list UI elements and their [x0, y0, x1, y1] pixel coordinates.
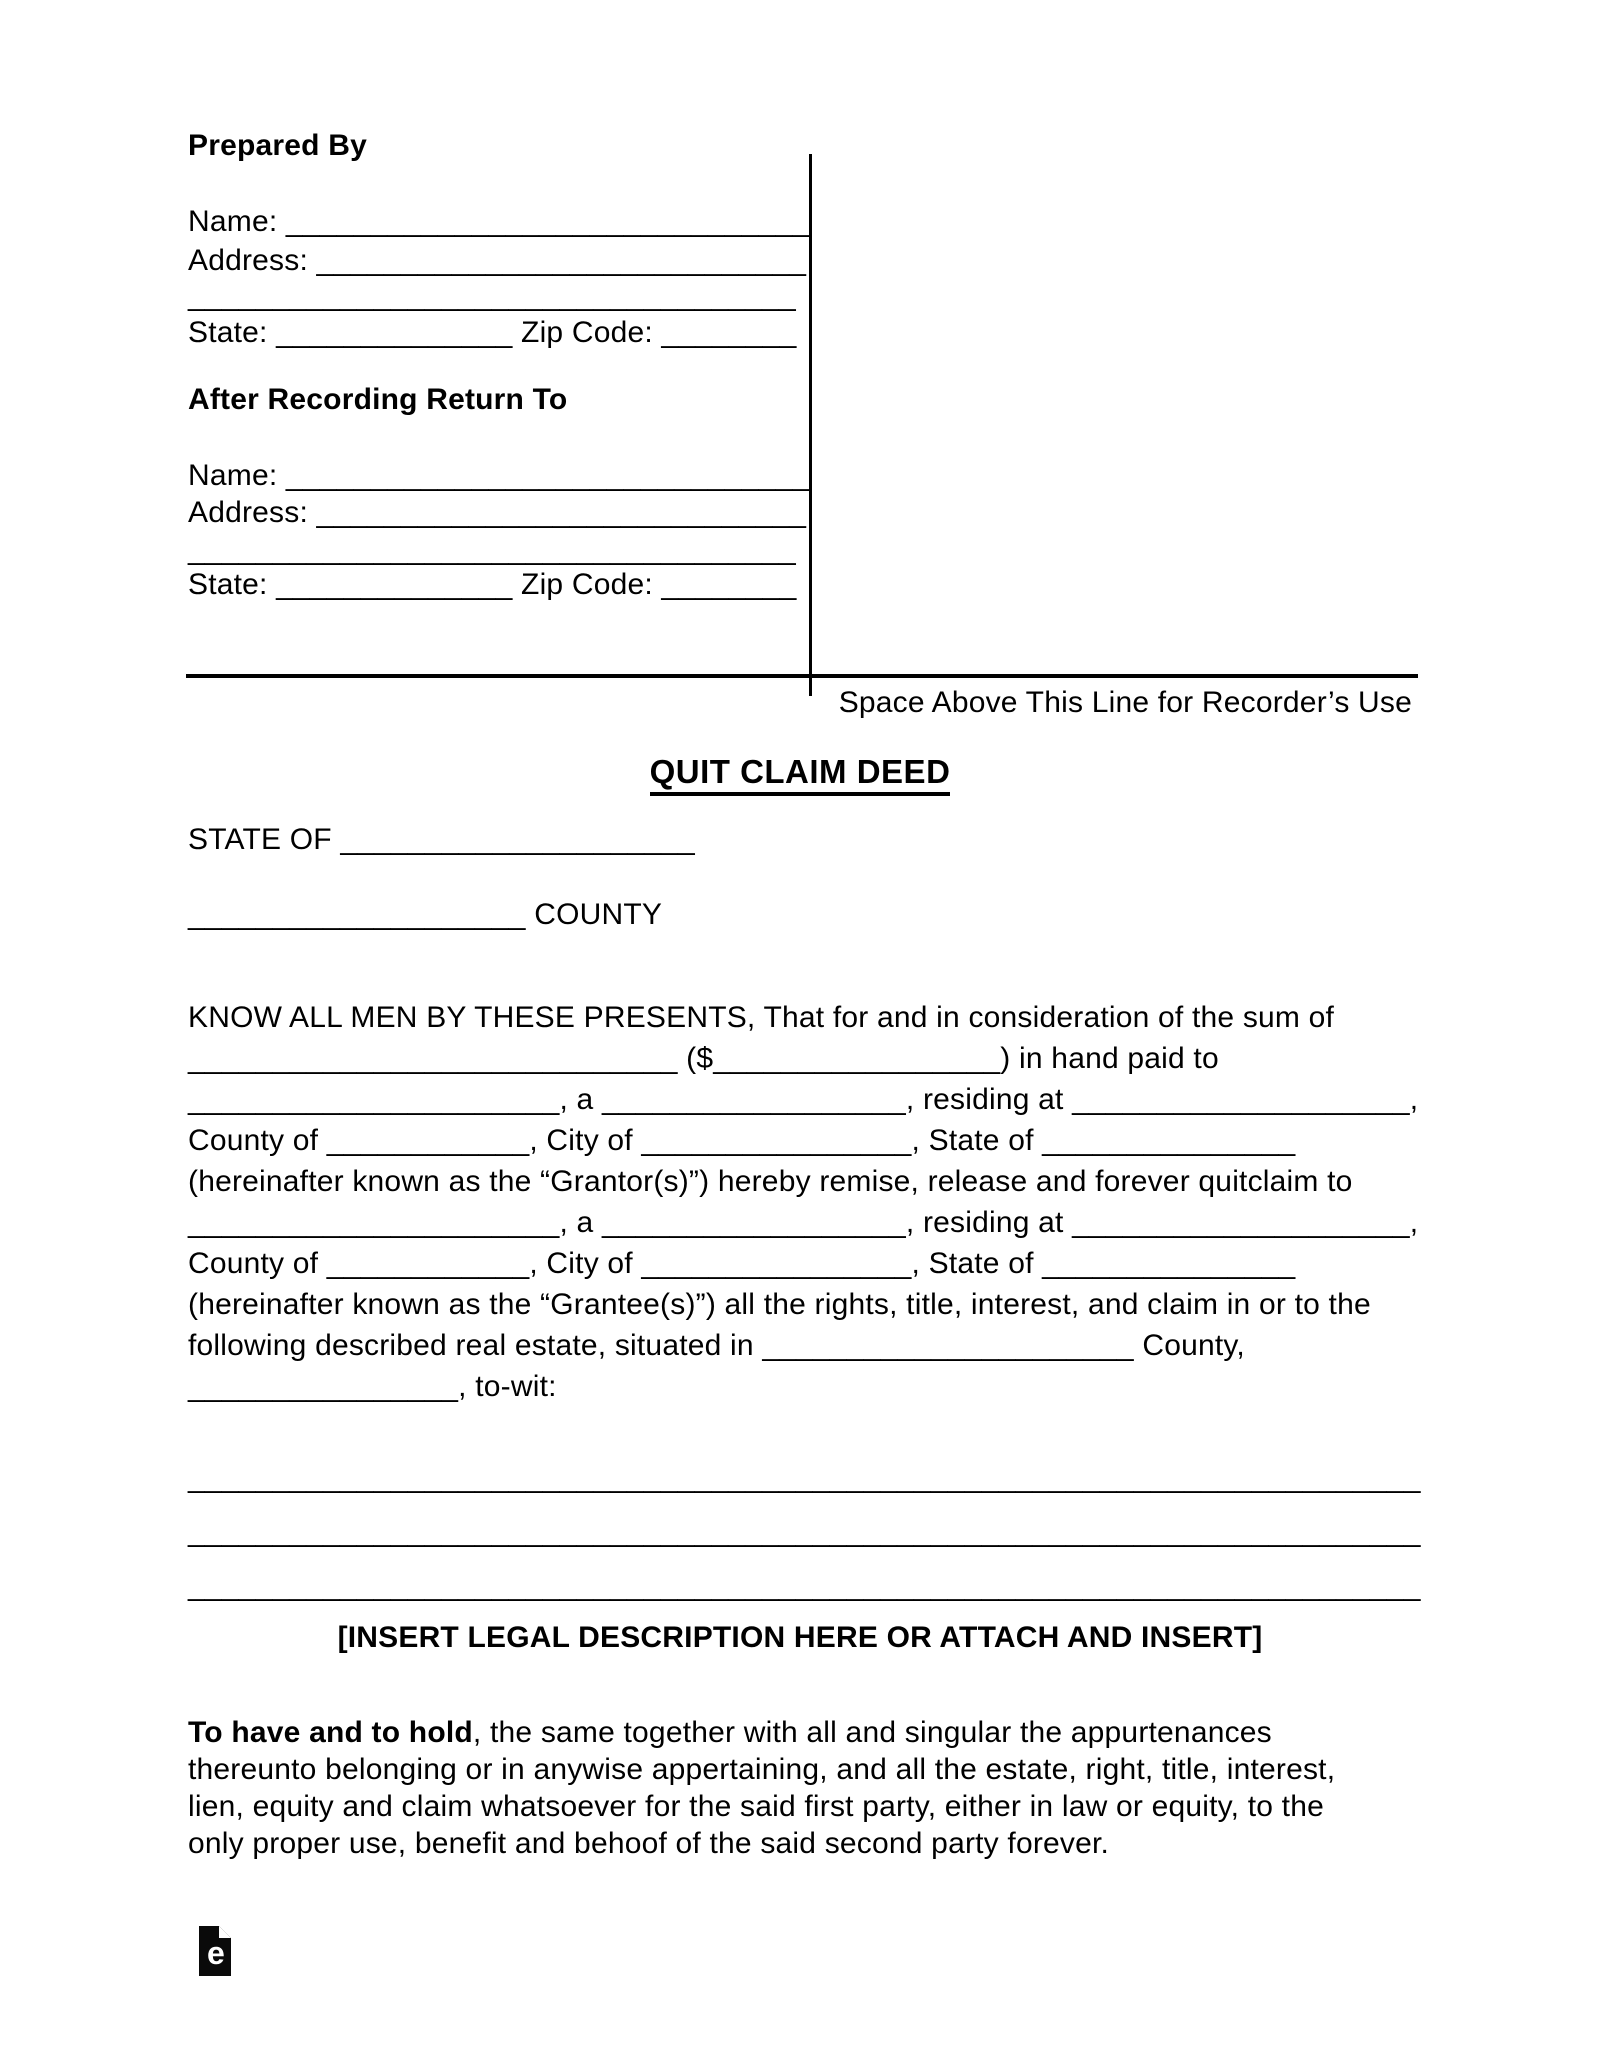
document-title-text: QUIT CLAIM DEED [650, 753, 951, 796]
legal-description-insert-note: [INSERT LEGAL DESCRIPTION HERE OR ATTACH AND INSERT] [337, 1621, 1263, 1654]
body-line: KNOW ALL MEN BY THESE PRESENTS, That for and in consideration of the sum of [188, 1001, 1335, 1034]
legal-description-blank-line: _________________________________________________________________________ [188, 1515, 1421, 1548]
return-to-name-line: Name: _______________________________ [188, 459, 810, 492]
prepared-by-heading: Prepared By [188, 129, 367, 162]
habendum-line [188, 1718, 1272, 1748]
legal-description-blank-line: _________________________________________________________________________ [188, 1461, 1421, 1494]
body-line: (hereinafter known as the “Grantor(s)”) hereby remise, release and forever quitclaim to [188, 1165, 1353, 1198]
legal-description-blank-line: _________________________________________________________________________ [188, 1569, 1421, 1602]
return-to-state-zip-line: State: ______________ Zip Code: ________ [188, 568, 797, 601]
state-of-line: STATE OF _____________________ [188, 823, 695, 856]
body-line: ______________________, a __________________, residing at ____________________, [188, 1206, 1419, 1239]
body-line: County of ____________, City of ________________, State of _______________ [188, 1124, 1296, 1157]
return-to-address-line-2: ____________________________________ [188, 533, 796, 566]
eforms-document-icon [198, 1925, 232, 1977]
return-to-heading: After Recording Return To [188, 383, 568, 416]
prepared-by-address-line-2: ____________________________________ [188, 279, 796, 312]
return-to-address-line: Address: _____________________________ [188, 496, 807, 529]
eforms-logo-letter: e [207, 1935, 225, 1971]
body-line: (hereinafter known as the “Grantee(s)”) all the rights, title, interest, and claim in or to the [188, 1288, 1371, 1321]
habendum-lead-rest: , the same together with all and singular the appurtenances [472, 1716, 1272, 1749]
document-title [0, 755, 1600, 788]
vertical-divider-rule [809, 154, 812, 696]
body-line: County of ____________, City of ________________, State of _______________ [188, 1247, 1296, 1280]
eforms-logo [198, 1925, 232, 1977]
recorder-use-note: Space Above This Line for Recorder’s Use [838, 686, 1412, 719]
body-line: ________________, to-wit: [188, 1370, 557, 1403]
recorder-horizontal-rule [186, 674, 1418, 678]
habendum-line: only proper use, benefit and behoof of the said second party forever. [188, 1827, 1110, 1860]
prepared-by-name-line: Name: _______________________________ [188, 205, 810, 238]
body-line: _____________________________ ($_________________) in hand paid to [188, 1042, 1219, 1075]
habendum-line: lien, equity and claim whatsoever for the said first party, either in law or equity, to the [188, 1790, 1324, 1823]
habendum-line: thereunto belonging or in anywise appertaining, and all the estate, right, title, interest, [188, 1753, 1336, 1786]
prepared-by-address-line: Address: _____________________________ [188, 244, 807, 277]
county-line: ____________________ COUNTY [188, 898, 663, 931]
body-line: ______________________, a __________________, residing at ____________________, [188, 1083, 1419, 1116]
body-line: following described real estate, situated in ______________________ County, [188, 1329, 1245, 1362]
prepared-by-state-zip-line: State: ______________ Zip Code: ________ [188, 316, 797, 349]
habendum-lead: To have and to hold [188, 1716, 473, 1749]
